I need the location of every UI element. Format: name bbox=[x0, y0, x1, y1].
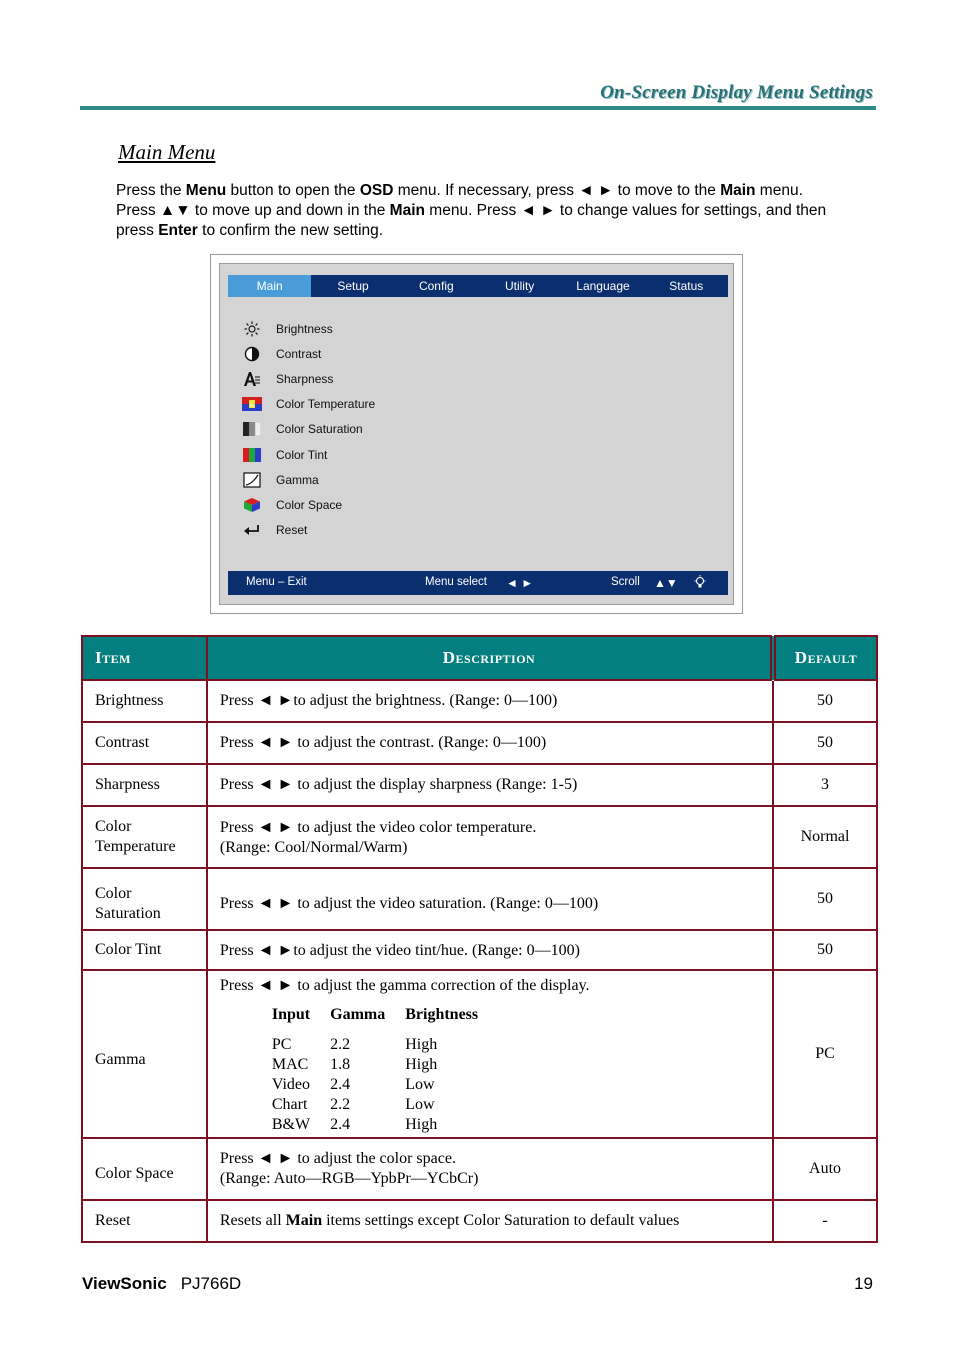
table-row bbox=[82, 764, 877, 806]
section-title: Main Menu bbox=[118, 140, 216, 164]
gamma-cell: Chart bbox=[271, 1096, 308, 1113]
row-item bbox=[82, 868, 207, 930]
gamma-cell: High bbox=[405, 1036, 438, 1053]
row-description bbox=[207, 970, 773, 1138]
osd-tab-config[interactable]: Config bbox=[418, 279, 454, 293]
intro-bold-enter: Enter bbox=[158, 222, 198, 239]
osd-item-label: Color Tint bbox=[276, 447, 328, 462]
osd-item-label: Color Space bbox=[276, 497, 343, 512]
intro-text: Press ▲▼ to move up and down in the bbox=[116, 202, 390, 219]
row-default: Normal bbox=[773, 806, 877, 868]
row-item-line: Color bbox=[95, 885, 132, 902]
row-default: 50 bbox=[773, 930, 877, 970]
intro-text: Press the bbox=[116, 182, 186, 199]
header-rule bbox=[80, 106, 876, 110]
row-description: Press ◄ ► to adjust the video saturation. (Range: 0—100) bbox=[207, 868, 773, 930]
row-description-text: items settings except Color Saturation to default values bbox=[322, 1212, 680, 1229]
osd-select-hint: Menu select bbox=[425, 576, 488, 588]
osd-tab-main[interactable]: Main bbox=[228, 275, 311, 297]
row-description-line: Press ◄ ► to adjust the video color temperature. bbox=[219, 819, 537, 836]
color-temperature-icon bbox=[242, 396, 262, 412]
osd-item-label: Brightness bbox=[276, 321, 333, 336]
table-row bbox=[82, 868, 877, 930]
table-row bbox=[82, 806, 877, 868]
left-right-arrows-icon: ◄ ► bbox=[506, 576, 534, 590]
osd-item-label: Color Saturation bbox=[276, 422, 363, 437]
row-default: 50 bbox=[773, 680, 877, 722]
row-item: Color Space bbox=[82, 1138, 207, 1200]
row-description bbox=[207, 1200, 773, 1242]
col-header-default: Default bbox=[773, 636, 877, 680]
intro-text: to confirm the new setting. bbox=[197, 222, 384, 239]
row-description: Press ◄ ►to adjust the video tint/hue. (Range: 0—100) bbox=[207, 930, 773, 970]
col-header-description: Description bbox=[207, 636, 773, 680]
row-description: Press ◄ ►to adjust the brightness. (Range: 0—100) bbox=[207, 680, 773, 722]
osd-tab-bar bbox=[228, 275, 728, 297]
page-number: 19 bbox=[854, 1274, 873, 1293]
gamma-subtable-row bbox=[272, 1075, 498, 1095]
gamma-cell: High bbox=[405, 1116, 438, 1133]
osd-bottom-bar bbox=[228, 571, 728, 595]
gamma-cell: Video bbox=[271, 1076, 311, 1093]
intro-bold-menu: Menu bbox=[185, 182, 227, 199]
gamma-cell: 2.2 bbox=[330, 1096, 351, 1113]
row-description-line: (Range: Auto—RGB—YpbPr—YCbCr) bbox=[219, 1170, 479, 1187]
row-item bbox=[82, 806, 207, 868]
intro-bold-osd: OSD bbox=[359, 182, 394, 199]
gamma-cell: 2.4 bbox=[330, 1076, 351, 1093]
osd-item-sharpness[interactable] bbox=[242, 366, 375, 391]
gamma-subtable-row bbox=[272, 1115, 498, 1135]
osd-item-label: Reset bbox=[276, 523, 308, 538]
gamma-cell: MAC bbox=[271, 1056, 309, 1073]
osd-menu-list bbox=[242, 316, 375, 543]
osd-item-label: Gamma bbox=[276, 472, 319, 487]
footer-brand-model bbox=[82, 1274, 241, 1294]
intro-line-1 bbox=[116, 181, 886, 201]
gamma-cell: B&W bbox=[271, 1116, 311, 1133]
footer-model: PJ766D bbox=[180, 1274, 242, 1293]
intro-bold-main: Main bbox=[389, 202, 425, 219]
osd-screenshot bbox=[210, 254, 743, 614]
color-tint-icon bbox=[242, 447, 262, 463]
gamma-cell: High bbox=[405, 1056, 438, 1073]
gamma-icon bbox=[242, 472, 262, 488]
intro-bold-main: Main bbox=[720, 182, 756, 199]
gamma-cell: 1.8 bbox=[330, 1056, 351, 1073]
row-description bbox=[207, 806, 773, 868]
gamma-subtable-row bbox=[272, 1055, 498, 1075]
sharpness-icon bbox=[242, 371, 262, 387]
osd-exit-hint: Menu – Exit bbox=[246, 576, 307, 588]
row-default: PC bbox=[773, 970, 877, 1138]
row-description-text: Resets all bbox=[219, 1212, 286, 1229]
table-row bbox=[82, 1138, 877, 1200]
row-description: Press ◄ ► to adjust the display sharpness (Range: 1-5) bbox=[207, 764, 773, 806]
row-item: Color Tint bbox=[82, 930, 207, 970]
gamma-subtable-header bbox=[272, 1005, 498, 1035]
osd-item-color-space[interactable] bbox=[242, 492, 375, 517]
gamma-cell: Low bbox=[405, 1096, 435, 1113]
row-item: Gamma bbox=[82, 970, 207, 1138]
color-space-icon bbox=[242, 497, 262, 513]
table-row bbox=[82, 970, 877, 1138]
osd-tab-language[interactable]: Language bbox=[576, 279, 630, 293]
intro-paragraph bbox=[116, 181, 886, 241]
gamma-cell: 2.4 bbox=[330, 1116, 351, 1133]
osd-item-color-saturation[interactable] bbox=[242, 417, 375, 442]
table-row bbox=[82, 930, 877, 970]
up-down-arrows-icon: ▲▼ bbox=[654, 576, 678, 590]
gamma-col-brightness: Brightness bbox=[405, 1006, 479, 1023]
osd-item-brightness[interactable] bbox=[242, 316, 375, 341]
osd-item-gamma[interactable] bbox=[242, 467, 375, 492]
osd-item-label: Contrast bbox=[276, 346, 322, 361]
row-item: Contrast bbox=[82, 722, 207, 764]
gamma-col-input: Input bbox=[271, 1006, 311, 1023]
col-header-item: Item bbox=[82, 636, 207, 680]
row-item: Reset bbox=[82, 1200, 207, 1242]
row-item-line: Temperature bbox=[95, 838, 176, 855]
row-description bbox=[207, 1138, 773, 1200]
intro-line-3 bbox=[116, 221, 886, 241]
settings-table bbox=[81, 635, 878, 1243]
osd-scroll-hint: Scroll bbox=[611, 576, 640, 588]
osd-tab-setup[interactable]: Setup bbox=[337, 279, 369, 293]
table-row bbox=[82, 722, 877, 764]
intro-text: press bbox=[116, 222, 159, 239]
intro-line-2 bbox=[116, 201, 886, 221]
row-default: - bbox=[773, 1200, 877, 1242]
osd-panel bbox=[219, 263, 734, 605]
row-default: 3 bbox=[773, 764, 877, 806]
half-circle-icon bbox=[242, 346, 262, 362]
intro-text: button to open the bbox=[226, 182, 360, 199]
table-row bbox=[82, 680, 877, 722]
gamma-subtable bbox=[272, 1005, 498, 1135]
row-default: Auto bbox=[773, 1138, 877, 1200]
gamma-subtable-row bbox=[272, 1095, 498, 1115]
gamma-cell: PC bbox=[271, 1036, 292, 1053]
row-item-line: Color bbox=[95, 818, 132, 835]
gamma-cell: 2.2 bbox=[330, 1036, 351, 1053]
header-title: On-Screen Display Menu Settings bbox=[600, 82, 873, 103]
row-item: Sharpness bbox=[82, 764, 207, 806]
color-saturation-icon bbox=[242, 421, 262, 437]
gamma-cell: Low bbox=[405, 1076, 435, 1093]
gamma-subtable-row bbox=[272, 1035, 498, 1055]
svg-text:K: K bbox=[250, 402, 254, 410]
row-item-line: Saturation bbox=[95, 905, 161, 922]
intro-text: menu. Press ◄ ► to change values for settings, and then bbox=[424, 202, 827, 219]
row-default: 50 bbox=[773, 868, 877, 930]
osd-item-color-tint[interactable] bbox=[242, 442, 375, 467]
osd-item-color-temperature[interactable] bbox=[242, 392, 375, 417]
sun-icon bbox=[242, 321, 262, 337]
row-description: Press ◄ ► to adjust the contrast. (Range: 0—100) bbox=[207, 722, 773, 764]
row-description-line: (Range: Cool/Normal/Warm) bbox=[219, 839, 408, 856]
reset-arrow-icon bbox=[242, 522, 262, 538]
osd-item-reset[interactable] bbox=[242, 518, 375, 543]
bulb-icon bbox=[694, 575, 706, 592]
osd-tab-utility[interactable]: Utility bbox=[504, 279, 535, 293]
row-default: 50 bbox=[773, 722, 877, 764]
gamma-col-gamma: Gamma bbox=[330, 1006, 386, 1023]
osd-item-label: Color Temperature bbox=[276, 397, 376, 412]
table-header-row bbox=[82, 636, 877, 680]
osd-item-label: Sharpness bbox=[276, 371, 334, 386]
intro-text: menu. If necessary, press ◄ ► to move to the bbox=[393, 182, 721, 199]
row-description-line: Press ◄ ► to adjust the color space. bbox=[219, 1150, 456, 1167]
row-description-line: Press ◄ ► to adjust the gamma correction of the display. bbox=[219, 977, 590, 994]
row-description-bold: Main bbox=[285, 1212, 323, 1229]
osd-item-contrast[interactable] bbox=[242, 341, 375, 366]
footer-brand: ViewSonic bbox=[82, 1274, 167, 1293]
table-row bbox=[82, 1200, 877, 1242]
osd-tab-status[interactable]: Status bbox=[669, 279, 704, 293]
row-item: Brightness bbox=[82, 680, 207, 722]
intro-text: menu. bbox=[755, 182, 803, 199]
